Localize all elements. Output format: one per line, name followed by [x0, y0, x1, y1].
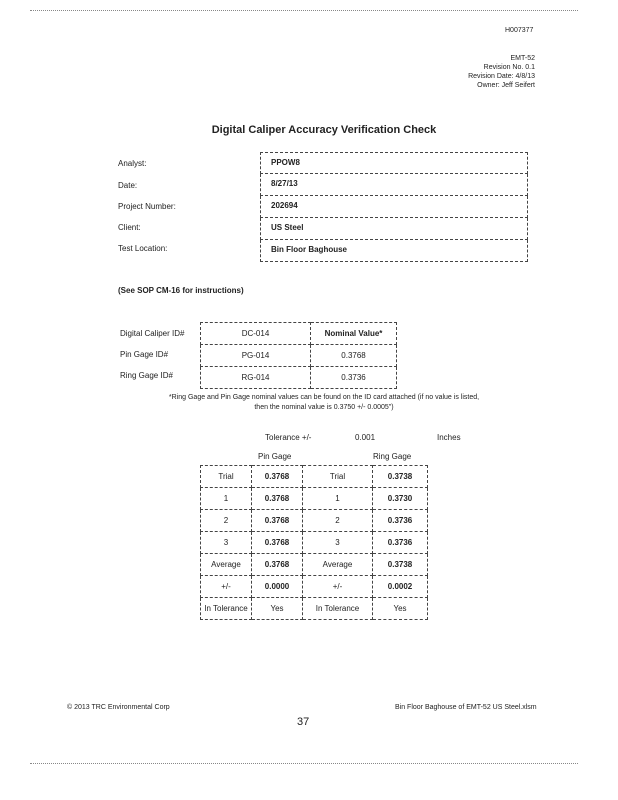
pin-gage-label: Pin Gage ID#: [120, 350, 169, 359]
table-row: [201, 466, 428, 488]
client-field: US Steel: [260, 218, 528, 240]
results-cell: Yes: [252, 598, 303, 620]
page-number: 37: [297, 716, 310, 728]
results-cell: In Tolerance: [303, 598, 373, 620]
test-location-field: Bin Floor Baghouse: [260, 240, 528, 262]
results-cell: 0.3738: [373, 466, 428, 488]
results-cell: In Tolerance: [201, 598, 252, 620]
page-id: H007377: [505, 27, 534, 34]
results-cell: 0.3768: [252, 510, 303, 532]
top-scan-edge: [30, 10, 578, 11]
results-cell: 0.0000: [252, 576, 303, 598]
results-cell: Yes: [373, 598, 428, 620]
footer-right: Bin Floor Baghouse of EMT-52 US Steel.xlsm: [395, 704, 537, 711]
tolerance-unit: Inches: [437, 433, 461, 442]
gage-value-cell: 0.3736: [311, 367, 397, 389]
table-row: [201, 510, 428, 532]
results-cell: 0.0002: [373, 576, 428, 598]
table-row: [201, 576, 428, 598]
footnote-line: then the nominal value is 0.3750 +/- 0.0005"): [254, 404, 394, 411]
results-cell: 1: [201, 488, 252, 510]
test-location-label: Test Location:: [118, 244, 168, 253]
gage-id-cell: PG-014: [201, 345, 311, 367]
doc-header-line: Revision Date: 4/8/13: [468, 73, 535, 80]
analyst-label: Analyst:: [118, 159, 147, 168]
results-cell: 0.3736: [373, 510, 428, 532]
footnote: [0, 393, 618, 413]
tolerance-value: 0.001: [355, 433, 376, 442]
results-cell: 0.3768: [252, 554, 303, 576]
table-row: [201, 488, 428, 510]
results-cell: 0.3768: [252, 488, 303, 510]
table-row: [201, 345, 397, 367]
gage-id-cell: RG-014: [201, 367, 311, 389]
date-field: 8/27/13: [260, 174, 528, 196]
info-table: [260, 152, 528, 262]
gage-value-cell: 0.3768: [311, 345, 397, 367]
table-row: [201, 598, 428, 620]
pin-gage-header: Pin Gage: [258, 452, 292, 461]
results-cell: +/-: [201, 576, 252, 598]
project-number-field: 202694: [260, 196, 528, 218]
results-cell: 1: [303, 488, 373, 510]
results-cell: 3: [201, 532, 252, 554]
doc-header: [468, 54, 535, 90]
results-cell: Average: [303, 554, 373, 576]
client-label: Client:: [118, 223, 141, 232]
table-row: [201, 367, 397, 389]
doc-header-line: Revision No. 0.1: [483, 64, 535, 71]
tolerance-label: Tolerance +/-: [265, 433, 312, 442]
results-cell: 2: [201, 510, 252, 532]
project-number-label: Project Number:: [118, 202, 176, 211]
results-cell: Trial: [303, 466, 373, 488]
results-cell: 0.3730: [373, 488, 428, 510]
gage-table: [200, 322, 397, 389]
digital-caliper-label: Digital Caliper ID#: [120, 329, 185, 338]
results-cell: 3: [303, 532, 373, 554]
analyst-field: PPOW8: [260, 152, 528, 174]
doc-header-line: EMT-52: [510, 55, 535, 62]
results-cell: Average: [201, 554, 252, 576]
results-cell: Trial: [201, 466, 252, 488]
ring-gage-header: Ring Gage: [373, 452, 412, 461]
results-cell: +/-: [303, 576, 373, 598]
table-row: [201, 554, 428, 576]
results-cell: 0.3768: [252, 532, 303, 554]
page-title: Digital Caliper Accuracy Verification Check: [211, 124, 437, 136]
gage-id-cell: DC-014: [201, 323, 311, 345]
footnote-line: *Ring Gage and Pin Gage nominal values can be found on the ID card attached (if no value is listed,: [168, 394, 480, 401]
gage-value-cell: Nominal Value*: [311, 323, 397, 345]
ring-gage-label: Ring Gage ID#: [120, 371, 173, 380]
results-cell: 0.3768: [252, 466, 303, 488]
table-row: [201, 532, 428, 554]
table-row: [201, 323, 397, 345]
doc-header-line: Owner: Jeff Seifert: [477, 82, 535, 89]
results-cell: 0.3738: [373, 554, 428, 576]
bottom-scan-edge: [30, 763, 578, 764]
results-cell: 0.3736: [373, 532, 428, 554]
sop-note: (See SOP CM-16 for instructions): [118, 286, 244, 295]
footer-left: © 2013 TRC Environmental Corp: [67, 704, 170, 711]
results-table: [200, 465, 428, 620]
date-label: Date:: [118, 181, 138, 190]
results-cell: 2: [303, 510, 373, 532]
